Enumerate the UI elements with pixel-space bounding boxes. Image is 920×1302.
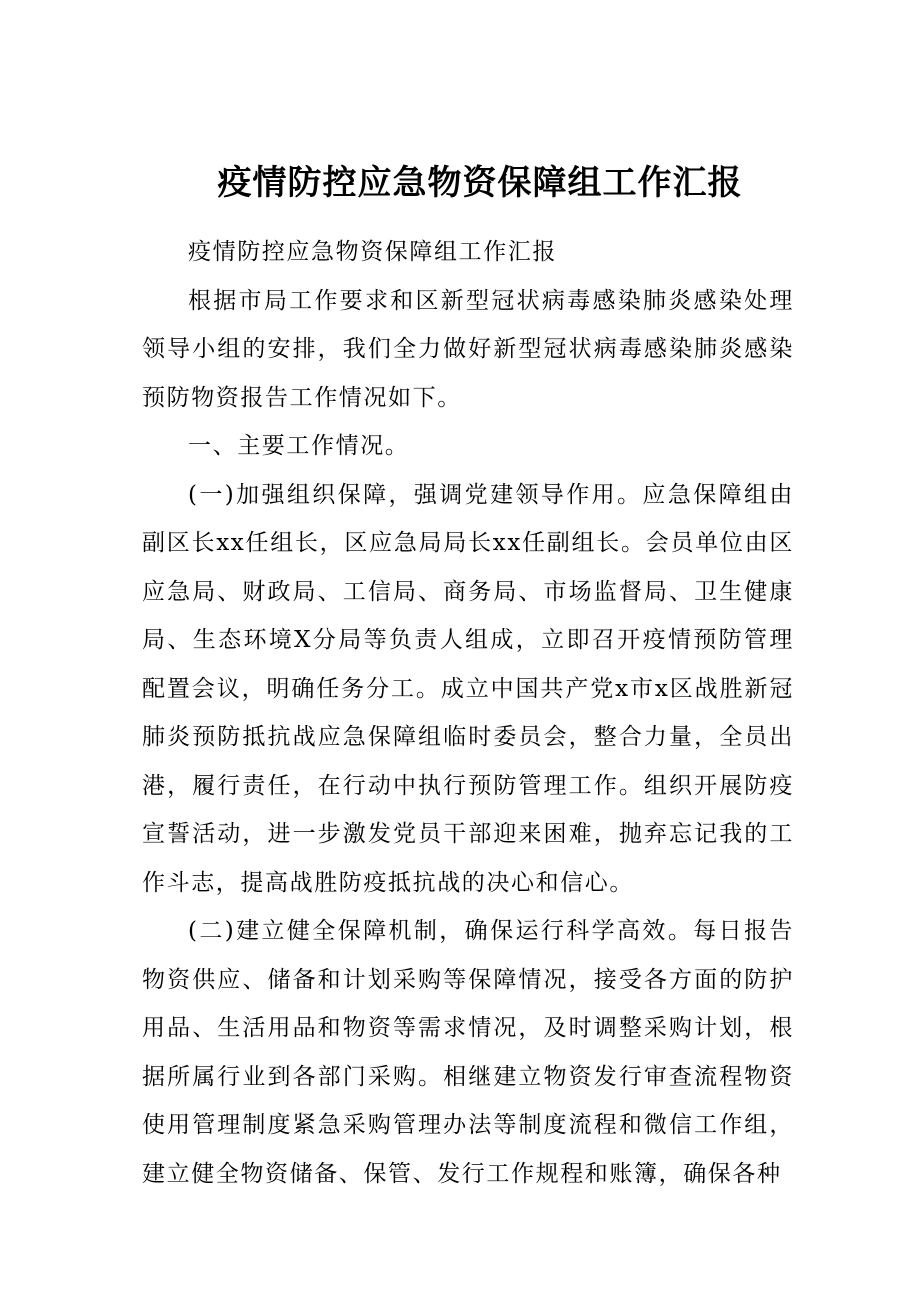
document-body <box>142 228 794 1198</box>
paragraph-mechanism: (二)建立健全保障机制，确保运行科学高效。每日报告物资供应、储备和计划采购等保障情况，接受各方面的防护用品、生活用品和物资等需求情况，及时调整采购计划，根据所属行业到各部门采购。相继建立物资发行审查流程物资使用管理制度紧急采购管理办法等制度流程和微信工作组，建立健全物资储备、保管、发行工作规程和账簿，确保各种 <box>142 918 794 1187</box>
section-heading: 一、主要工作情况。 <box>188 433 410 459</box>
paragraph-intro: 根据市局工作要求和区新型冠状病毒感染肺炎感染处理领导小组的安排，我们全力做好新型冠状病毒感染肺炎感染预防物资报告工作情况如下。 <box>142 287 794 411</box>
paragraph-subtitle: 疫情防控应急物资保障组工作汇报 <box>188 239 557 265</box>
document-title: 疫情防控应急物资保障组工作汇报 <box>217 163 743 203</box>
paragraph-organization: (一)加强组织保障，强调党建领导作用。应急保障组由副区长xx任组长，区应急局局长xx任副组长。会员单位由区应急局、财政局、工信局、商务局、市场监督局、卫生健康局、生态环境X分局等负责人组成，立即召开疫情预防管理配置会议，明确任务分工。成立中国共产党x市x区战胜新冠肺炎预防抵抗战应急保障组临时委员会，整合力量，全员出港，履行责任，在行动中执行预防管理工作。组织开展防疫宣誓活动，进一步激发党员干部迎来困难，抛弃忘记我的工作斗志，提高战胜防疫抵抗战的决心和信心。 <box>142 481 794 896</box>
